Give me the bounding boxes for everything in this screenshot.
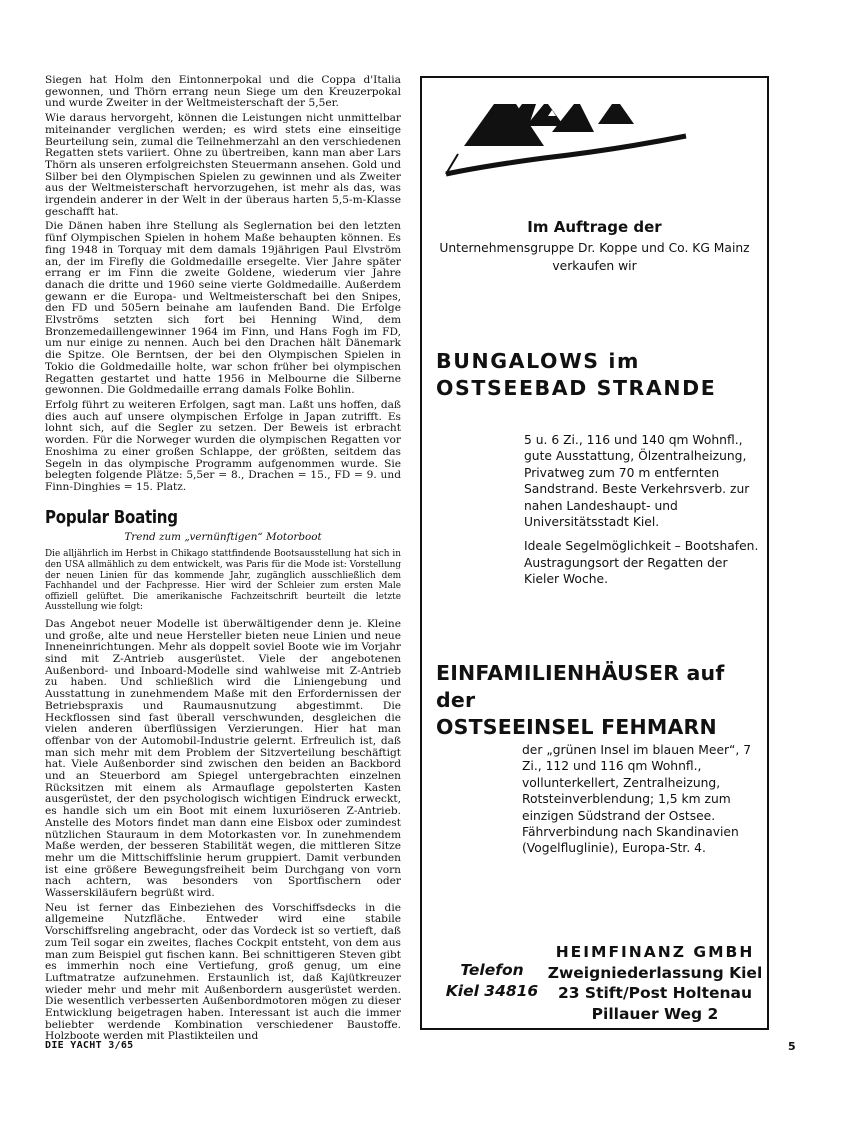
heading-line: OSTSEEINSEL FEHMARN	[436, 715, 717, 739]
ad-intro-title: Im Auftrage der	[527, 218, 662, 236]
magazine-footer: DIE YACHT 3/65	[45, 1040, 134, 1051]
bungalows-details: 5 u. 6 Zi., 116 und 140 qm Wohnfl., gute Ausstattung, Ölzentralheizung, Privatweg zum 70 m entfernten Sandstrand. Beste Verkehrsverb. zur nahen Landeshaupt- und Universitätsstadt Kiel.	[524, 433, 750, 530]
advertisement	[420, 76, 769, 1030]
ad-intro-text	[422, 239, 767, 275]
page-number: 5	[788, 1040, 796, 1053]
ad-intro-line: Unternehmensgruppe Dr. Koppe und Co. KG Mainz	[439, 241, 750, 255]
article-lead: Die alljährlich im Herbst in Chikago stattfindende Bootsausstellung hat sich in den USA allmählich zu dem entwickelt, was Paris für die Mode ist: Vorstellung der neuen Linien für das kommende Jahr, zugänglich ausschließlich dem Fachhandel und der Fachpresse. Hier wird der Schleier zum ersten Male offiziell gelüftet. Die amerikanische Fachzeitschrift beurteilt die letzte Ausstellung wie folgt:	[45, 549, 401, 613]
bungalows-description	[524, 432, 764, 588]
section-subtitle: Trend zum „vernünftigen“ Motorboot	[124, 530, 322, 543]
ad-intro-line: verkaufen wir	[552, 259, 637, 273]
bungalows-heading	[436, 348, 766, 402]
article-paragraph: Siegen hat Holm den Eintonnerpokal und die Coppa d'Italia gewonnen, und Thörn errang neun Siege um den Kreuzerpokal und wurde Zweiter in der Weltmeisterschaft der 5,5er.	[45, 74, 401, 110]
article-paragraph: Das Angebot neuer Modelle ist überwältigender denn je. Kleine und große, alte und neue Hersteller bieten neue Linien und neue Inneneinrichtungen. Mehr als doppelt soviel Boote wie im Vorjahr sind mit Z-Antrieb ausgerüstet. Viele der angebotenen Außenbord- und Inboard-Modelle sind wahlweise mit Z-Antrieb zu haben. Und schließlich wird die Liniengebung und Ausstattung in zunehmendem Maße mit den Erfordernissen der Betriebspraxis und Raumausnutzung abgestimmt. Die Heckflossen sind fast überall verschwunden, desgleichen die vielen anderen überflüssigen Verzierungen. Hier hat man offenbar von der Automobil-Industrie gelernt. Erfreulich ist, daß man sich mehr mit dem Problem der Sitzverteilung beschäftigt hat. Viele Außenborder sind zwischen den beiden an Backbord und an Steuerbord am Spiegel untergebrachten einzelnen Rücksitzen mit einem als Armauflage gepolsterten Kasten ausgerüstet, der den psychologisch wichtigen Eindruck erweckt, es handle sich um ein Boot mit einem luxuriöseren Z-Antrieb. Anstelle des Motors findet man dann eine Eisbox oder zumindest nützlichen Stauraum in dem Motorkasten vor. In zunehmendem Maße werden, der besseren Stabilität wegen, die mittleren Sitze mehr um die Mittschiffslinie herum gruppiert. Damit verbunden ist eine größere Bewegungsfreiheit beim Durchgang von vorn nach achtern, was besonders von Sportfischern oder Wasserskiläufern begrüßt wird.	[45, 617, 401, 900]
section-title: Popular Boating	[45, 507, 178, 528]
company-name: HEIMFINANZ GMBH	[555, 943, 755, 961]
company-street: Pillauer Weg 2	[591, 1004, 719, 1023]
phone-block	[432, 960, 552, 1001]
company-block	[540, 942, 770, 1024]
company-address: 23 Stift/Post Holtenau	[557, 984, 753, 1002]
bungalows-sailing: Ideale Segelmöglichkeit – Bootshafen. Austragungsort der Regatten der Kieler Woche.	[524, 539, 759, 587]
heading-line: BUNGALOWS im	[436, 349, 640, 373]
phone-number: Kiel 34816	[445, 981, 539, 1000]
heading-line: OSTSEEBAD STRANDE	[436, 376, 717, 400]
article-paragraph: Erfolg führt zu weiteren Erfolgen, sagt man. Laßt uns hoffen, daß dies auch auf unsere olympischen Erfolge in Japan zutrifft. Es lohnt sich, auf die Segler zu setzen. Der Beweis ist erbracht worden. Für die Norweger wurden die olympischen Regatten vor Enoshima zu einer großen Schlappe, der größten, seitdem das Segeln in das olympische Programm aufgenommen wurde. Sie belegten folgende Plätze: 5,5er = 8., Drachen = 15., FD = 9. und Finn-Dinghies = 15. Platz.	[45, 398, 401, 493]
article-paragraph: Neu ist ferner das Einbeziehen des Vorschiffsdecks in die allgemeine Nutzfläche. Entweder wird eine stabile Vorschiffsreling angebracht, oder das Vordeck ist so vertieft, daß zum Teil sogar ein zweites, flaches Cockpit entsteht, von dem aus man zum Beispiel gut fischen kann. Bei schnittigeren Steven gibt es immerhin noch eine Vertiefung, groß genug, um eine Luftmatratze aufzunehmen. Erstaunlich ist, daß Kajütkreuzer wieder mehr und mehr mit Außenbordern ausgerüstet werden. Die wesentlich verbesserten Außenbordmotoren mögen zu dieser Entwicklung beigetragen haben. Interessant ist auch die immer beliebter werdende Kombination verschiedener Baustoffe. Holzboote werden mit Plastikteilen und	[45, 901, 401, 1043]
heading-line: EINFAMILIENHÄUSER auf der	[436, 661, 725, 712]
article-column	[45, 75, 401, 1046]
phone-label: Telefon	[460, 961, 524, 979]
fehmarn-heading	[436, 660, 766, 741]
article-paragraph: Wie daraus hervorgeht, können die Leistungen nicht unmittelbar miteinander verglichen werden; es wird stets eine einseitige Beurteilung sein, zumal die Teilnehmerzahl an den verschiedenen Regatten stets variiert. Ohne zu übertreiben, kann man aber Lars Thörn als unseren erfolgreichsten Steuermann ansehen. Gold und Silber bei den Olympischen Spielen zu gewinnen und als Zweiter aus der Weltmeisterschaft hervorzugehen, ist mehr als das, was irgendein anderer in der Welt in der überaus harten 5,5-m-Klasse geschafft hat.	[45, 112, 401, 218]
fehmarn-description	[522, 742, 754, 857]
article-paragraph: Die Dänen haben ihre Stellung als Seglernation bei den letzten fünf Olympischen Spielen in hohem Maße behaupten können. Es fing 1948 in Torquay mit dem damals 19jährigen Paul Elvström an, der im Firefly die Goldmedaille ersegelte. Vier Jahre später errang er im Finn die zweite Goldene, wiederum vier Jahre danach die dritte und 1960 seine vierte Goldmedaille. Außerdem gewann er die Europa- und Weltmeisterschaft bei den Snipes, den FD und 505ern beinahe am laufenden Band. Die Erfolge Elvströms setzten sich fort bei Henning Wind, dem Bronzemedaillengewinner 1964 im Finn, und Hans Fogh im FD, um nur einige zu nennen. Auch bei den Drachen hält Dänemark die Spitze. Ole Berntsen, der bei den Olympischen Spielen in Tokio die Goldmedaille holte, war schon früher bei olympischen Regatten gestartet und hatte 1956 in Melbourne die Silberne gewonnen. Die Goldmedaille errang damals Folke Bohlin.	[45, 220, 401, 397]
fehmarn-details: der „grünen Insel im blauen Meer“, 7 Zi., 112 und 116 qm Wohnfl., vollunterkellert, Zentralheizung, Rotsteinverblendung; 1,5 km zum einzigen Südstrand der Ostsee. Fährverbindung nach Skandinavien (Vogelfluglinie), Europa-Str. 4.	[522, 743, 752, 856]
company-branch: Zweigniederlassung Kiel	[547, 963, 763, 982]
roofs-logo-icon	[444, 96, 694, 196]
